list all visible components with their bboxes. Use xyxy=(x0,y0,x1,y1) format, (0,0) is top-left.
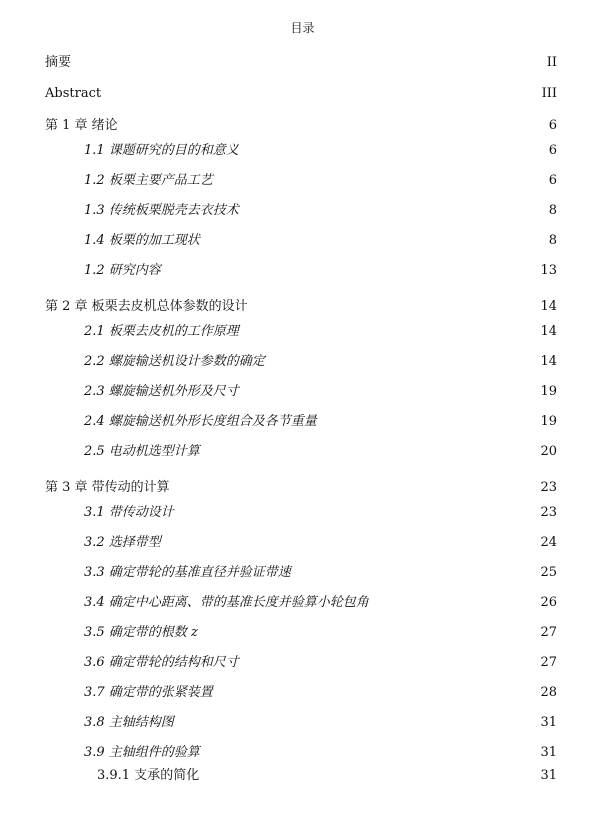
toc-entry-page: 31 xyxy=(540,768,557,783)
toc-entry-label: 3.6 确定带轮的结构和尺寸 xyxy=(84,655,239,670)
toc-entry[interactable] xyxy=(0,593,605,613)
toc-entry[interactable] xyxy=(0,231,605,251)
toc-entry-label: 第 3 章 带传动的计算 xyxy=(45,480,170,495)
page-title: 目录 xyxy=(290,21,315,35)
toc-entry-label: 1.1 课题研究的目的和意义 xyxy=(84,143,239,158)
toc-entry-page: 27 xyxy=(540,655,557,670)
toc-entry[interactable] xyxy=(0,743,605,763)
toc-entry[interactable] xyxy=(0,261,605,281)
toc-entry-label: 1.2 板栗主要产品工艺 xyxy=(84,173,213,188)
toc-entry-label: 3.2 选择带型 xyxy=(84,535,161,550)
toc-entry[interactable] xyxy=(0,116,605,136)
toc-entry-page: 31 xyxy=(540,745,557,760)
toc-entry-page: 14 xyxy=(540,354,557,369)
toc-entry[interactable] xyxy=(0,352,605,372)
toc-entry[interactable] xyxy=(0,683,605,703)
toc-entry[interactable] xyxy=(0,412,605,432)
toc-entry-label: 2.2 螺旋输送机设计参数的确定 xyxy=(84,354,265,369)
toc-entry[interactable] xyxy=(0,563,605,583)
toc-entry-label: 第 1 章 绪论 xyxy=(45,118,118,133)
toc-entry-page: 20 xyxy=(540,444,557,459)
toc-entry-label: 3.5 确定带的根数 z xyxy=(84,625,198,640)
toc-entry[interactable] xyxy=(0,442,605,462)
toc-entry[interactable] xyxy=(0,653,605,673)
toc-entry[interactable] xyxy=(0,297,605,317)
toc-entry-label: 3.4 确定中心距离、带的基准长度并验算小轮包角 xyxy=(84,595,369,610)
toc-entry-page: 19 xyxy=(540,384,557,399)
toc-entry[interactable] xyxy=(0,141,605,161)
toc-entry-page: 19 xyxy=(540,414,557,429)
toc-entry[interactable] xyxy=(0,503,605,523)
toc-entry-label: 2.5 电动机选型计算 xyxy=(84,444,200,459)
toc-entry-page: II xyxy=(546,55,557,70)
toc-entry[interactable] xyxy=(0,201,605,221)
toc-entry-page: 13 xyxy=(540,263,557,278)
toc-entry-label: 3.9 主轴组件的验算 xyxy=(84,745,200,760)
toc-entry-page: 23 xyxy=(540,505,557,520)
toc-entry-label: 2.1 板栗去皮机的工作原理 xyxy=(84,324,239,339)
toc-entry-label: 摘要 xyxy=(45,55,72,70)
toc-entry-label: 2.3 螺旋输送机外形及尺寸 xyxy=(84,384,239,399)
toc-entry-label: 1.4 板栗的加工现状 xyxy=(84,233,200,248)
toc-entry[interactable] xyxy=(0,713,605,733)
toc-entry-label: 1.2 研究内容 xyxy=(84,263,161,278)
toc-entry-page: 14 xyxy=(540,299,557,314)
toc-entry[interactable] xyxy=(0,382,605,402)
toc-entry-page: 31 xyxy=(540,715,557,730)
toc-entry-page: 8 xyxy=(548,233,557,248)
toc-entry-label: 2.4 螺旋输送机外形长度组合及各节重量 xyxy=(84,414,317,429)
toc-entry-label: Abstract xyxy=(45,86,102,101)
toc-entry-page: 28 xyxy=(540,685,557,700)
toc-entry-label: 第 2 章 板栗去皮机总体参数的设计 xyxy=(45,299,248,314)
toc-entry-page: 8 xyxy=(548,203,557,218)
toc-entry-page: III xyxy=(541,86,557,101)
toc-entry[interactable] xyxy=(0,322,605,342)
toc-entry[interactable] xyxy=(0,533,605,553)
toc-entry-page: 14 xyxy=(540,324,557,339)
toc-entry[interactable] xyxy=(0,53,605,73)
toc-entry[interactable] xyxy=(0,84,605,104)
toc-entry-label: 3.8 主轴结构图 xyxy=(84,715,174,730)
toc-entry-label: 3.7 确定带的张紧装置 xyxy=(84,685,213,700)
toc-entry-page: 24 xyxy=(540,535,557,550)
toc-entry-page: 26 xyxy=(540,595,557,610)
toc-entry-page: 6 xyxy=(548,143,557,158)
toc-entry-page: 27 xyxy=(540,625,557,640)
toc-entry-page: 6 xyxy=(548,118,557,133)
toc-entry-page: 23 xyxy=(540,480,557,495)
toc-entry-label: 3.3 确定带轮的基准直径并验证带速 xyxy=(84,565,291,580)
toc-entry-page: 25 xyxy=(540,565,557,580)
toc-entry[interactable] xyxy=(0,766,605,786)
toc-entry-page: 6 xyxy=(548,173,557,188)
toc-entry-label: 3.1 带传动设计 xyxy=(84,505,174,520)
toc-entry[interactable] xyxy=(0,623,605,643)
toc-entry-label: 1.3 传统板栗脱壳去衣技术 xyxy=(84,203,239,218)
toc-entry-label: 3.9.1 支承的简化 xyxy=(97,768,200,783)
toc-entry[interactable] xyxy=(0,478,605,498)
toc-entry[interactable] xyxy=(0,171,605,191)
